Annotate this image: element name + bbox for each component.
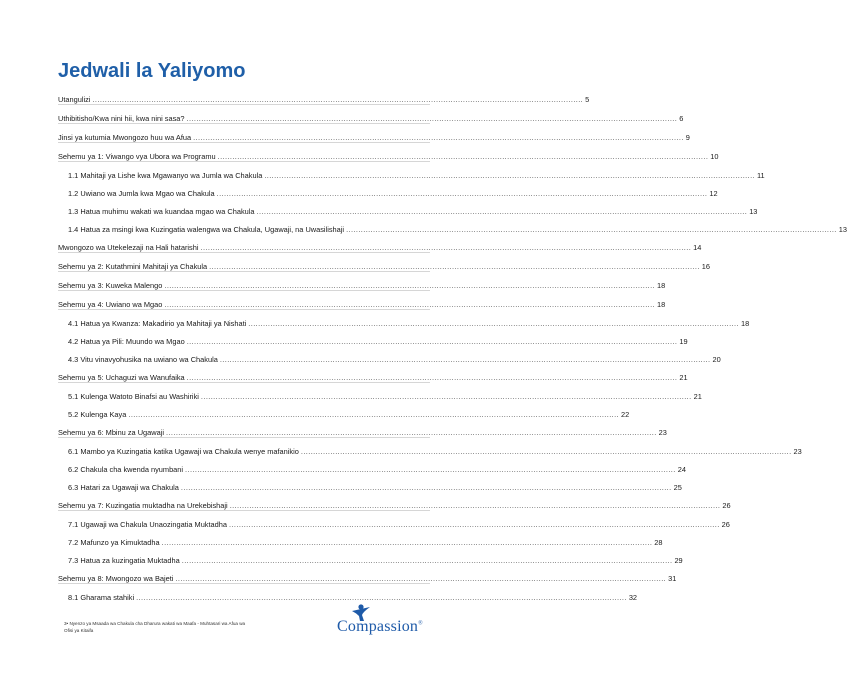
toc-entry[interactable] [58,328,688,346]
toc-entry[interactable] [58,234,702,253]
toc-entry[interactable] [58,162,765,180]
dot-leader: ........................................................................................................................................................................................................ [300,447,792,456]
toc-entry-page: 21 [679,373,688,382]
toc-entry-title: 6.2 Chakula cha kwenda nyumbani [68,465,184,474]
toc-entry-page: 31 [668,574,677,583]
toc-entry-page: 20 [712,355,721,364]
table-of-contents [58,86,847,602]
toc-entry-page: 18 [657,281,666,290]
toc-entry-title: 5.2 Kulenga Kaya [68,410,127,419]
toc-entry-page: 26 [722,501,731,510]
toc-entry[interactable] [58,253,711,272]
toc-entry-page: 26 [721,520,730,529]
toc-entry-title: 1.4 Hatua za msingi kwa Kuzingatia walengwa wa Chakula, Ugawaji, na Uwasilishaji [68,225,345,234]
dot-leader: ........................................................................................................................................................................................................ [128,410,620,419]
toc-entry-title: Sehemu ya 6: Mbinu za Ugawaji [58,428,164,437]
toc-entry[interactable] [58,291,666,310]
toc-entry-page: 28 [654,538,663,547]
toc-entry[interactable] [58,438,802,456]
toc-entry-page: 12 [709,189,718,198]
dot-leader: ........................................................................................................................................................................................................ [161,538,653,547]
toc-entry[interactable] [58,105,684,124]
toc-entry-page: 14 [693,243,702,252]
toc-entry[interactable] [58,310,750,328]
toc-entry-page: 32 [628,593,638,602]
dot-leader: ........................................................................................................................................................................................................ [166,428,657,437]
toc-entry[interactable] [58,584,638,602]
footer-line-1: 3• Nyenzo ya Msaada wa Chakula cha Dharura wakati wa Maafa - Muhtasari wa Afua wa [64,621,246,626]
dot-leader: ........................................................................................................................................................................................................ [92,95,584,104]
dot-leader: ........................................................................................................................................................................................................ [346,225,837,234]
dot-leader: ........................................................................................................................................................................................................ [185,465,676,474]
footer-line-2: Ofisi ya Kitaifa [64,627,94,633]
dot-leader: ........................................................................................................................................................................................................ [200,392,692,401]
toc-entry-title: 1.2 Uwiano wa Jumla kwa Mgao wa Chakula [68,189,215,198]
dot-leader: ........................................................................................................................................................................................................ [264,171,755,180]
dot-leader: ........................................................................................................................................................................................................ [193,133,684,142]
toc-entry[interactable] [58,401,630,419]
toc-entry-title: 6.1 Mambo ya Kuzingatia katika Ugawaji wa Chakula wenye mafanikio [68,447,299,456]
toc-entry-page: 11 [756,171,765,180]
dot-leader: ........................................................................................................................................................................................................ [164,300,656,309]
dot-leader: ........................................................................................................................................................................................................ [200,243,692,252]
toc-entry-page: 23 [793,447,802,456]
toc-entry[interactable] [58,143,719,162]
toc-entry-title: 6.3 Hatari za Ugawaji wa Chakula [68,483,179,492]
toc-entry-title: 5.1 Kulenga Watoto Binafsi au Washiriki [68,392,199,401]
page-title: Jedwali la Yaliyomo [58,60,246,82]
toc-entry-title: Sehemu ya 5: Uchaguzi wa Wanufaika [58,373,185,382]
toc-entry[interactable] [58,419,667,438]
toc-entry-title: 4.3 Vitu vinavyohusika na uwiano wa Chakula [68,355,218,364]
toc-entry[interactable] [58,565,677,584]
toc-entry-title: Sehemu ya 8: Mwongozo wa Bajeti [58,574,174,583]
compassion-logo [337,604,427,642]
dot-leader: ........................................................................................................................................................................................................ [136,593,627,602]
dot-leader: ........................................................................................................................................................................................................ [256,207,748,216]
toc-entry[interactable] [58,492,731,511]
toc-entry-title: Uthibitisho/Kwa nini hii, kwa nini sasa? [58,114,185,123]
toc-entry-page: 18 [657,300,666,309]
toc-entry-title: 4.2 Hatua ya Pili: Muundo wa Mgao [68,337,185,346]
toc-entry[interactable] [58,180,718,198]
dot-leader: ........................................................................................................................................................................................................ [181,556,673,565]
toc-entry[interactable] [58,383,702,401]
dot-leader: ........................................................................................................................................................................................................ [186,373,678,382]
toc-entry[interactable] [58,216,847,234]
toc-entry[interactable] [58,456,686,474]
toc-entry-title: Jinsi ya kutumia Mwongozo huu wa Afua [58,133,192,142]
toc-entry-title: 8.1 Gharama stahiki [68,593,135,602]
toc-entry-page: 25 [673,483,682,492]
toc-entry-title: 1.1 Mahitaji ya Lishe kwa Mgawanyo wa Jumla wa Chakula [68,171,263,180]
toc-entry[interactable] [58,364,688,383]
toc-entry-title: Utangulizi [58,95,91,104]
toc-entry-title: 4.1 Hatua ya Kwanza: Makadirio ya Mahitaji ya Nishati [68,319,247,328]
dot-leader: ........................................................................................................................................................................................................ [229,501,721,510]
toc-entry-page: 13 [749,207,758,216]
toc-entry-title: 7.1 Ugawaji wa Chakula Unaozingatia Muktadha [68,520,227,529]
toc-entry-title: Sehemu ya 3: Kuweka Malengo [58,281,163,290]
dot-leader: ........................................................................................................................................................................................................ [186,337,678,346]
toc-entry-title: Sehemu ya 4: Uwiano wa Mgao [58,300,163,309]
toc-entry[interactable] [58,529,663,547]
toc-entry-title: 1.3 Hatua muhimu wakati wa kuandaa mgao wa Chakula [68,207,255,216]
toc-entry[interactable] [58,86,590,105]
dot-leader: ........................................................................................................................................................................................................ [248,319,739,328]
dot-leader: ........................................................................................................................................................................................................ [164,281,656,290]
toc-entry[interactable] [58,474,682,492]
dot-leader: ........................................................................................................................................................................................................ [175,574,667,583]
toc-entry-title: 7.3 Hatua za kuzingatia Muktadha [68,556,180,565]
dot-leader: ........................................................................................................................................................................................................ [217,152,709,161]
toc-entry[interactable] [58,511,730,529]
dot-leader: ........................................................................................................................................................................................................ [186,114,678,123]
toc-entry[interactable] [58,346,721,364]
toc-entry-page: 22 [621,410,630,419]
toc-entry-page: 9 [685,133,690,142]
toc-entry-page: 19 [679,337,688,346]
toc-entry-title: 7.2 Mafunzo ya Kimuktadha [68,538,160,547]
toc-entry-page: 18 [740,319,750,328]
toc-entry-page: 21 [693,392,702,401]
toc-entry-page: 5 [585,95,590,104]
logo-wordmark: Compassion [337,618,419,635]
toc-entry[interactable] [58,547,683,565]
dot-leader: ........................................................................................................................................................................................................ [180,483,672,492]
toc-entry[interactable] [58,124,690,143]
toc-entry-page: 10 [710,152,719,161]
toc-entry-page: 23 [658,428,667,437]
dot-leader: ........................................................................................................................................................................................................ [209,262,700,271]
toc-entry-page: 29 [674,556,683,565]
page-footer [64,621,314,634]
toc-entry-page: 24 [677,465,686,474]
registered-mark: ® [418,620,423,627]
toc-entry-page: 16 [701,262,711,271]
toc-entry[interactable] [58,272,666,291]
toc-entry-page: 13 [838,225,847,234]
toc-entry-title: Sehemu ya 7: Kuzingatia muktadha na Urekebishaji [58,501,228,510]
dot-leader: ........................................................................................................................................................................................................ [219,355,711,364]
toc-entry-page: 6 [679,114,684,123]
toc-entry-title: Sehemu ya 2: Kutathmini Mahitaji ya Chakula [58,262,208,271]
dot-leader: ........................................................................................................................................................................................................ [216,189,708,198]
dot-leader: ........................................................................................................................................................................................................ [229,520,720,529]
toc-entry[interactable] [58,198,758,216]
toc-entry-title: Sehemu ya 1: Viwango vya Ubora wa Programu [58,152,216,161]
toc-entry-title: Mwongozo wa Utekelezaji na Hali hatarishi [58,243,199,252]
